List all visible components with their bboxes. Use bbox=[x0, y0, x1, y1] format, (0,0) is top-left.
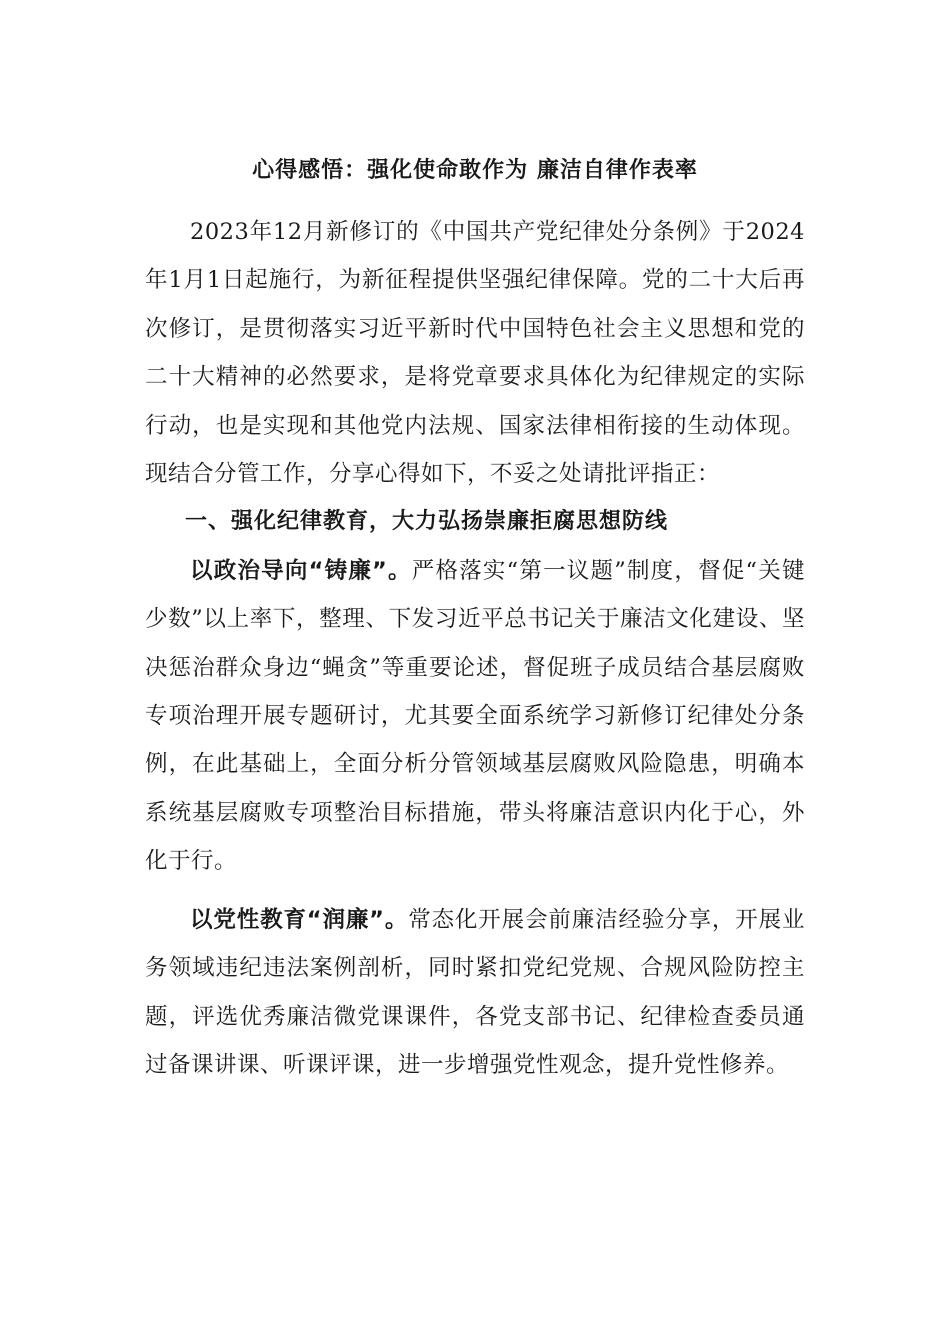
intro-paragraph: 2023年12月新修订的《中国共产党纪律处分条例》于2024年1月1日起施行，为新征程提供坚强纪律保障。党的二十大后再次修订，是贯彻落实习近平新时代中国特色社会主义思想和党的二十大精神的必然要求，是将党章要求具体化为纪律规定的实际行动，也是实现和其他党内法规、国家法律相衔接的生动体现。现结合分管工作，分享心得如下，不妥之处请批评指正： bbox=[145, 219, 805, 488]
paragraph-lead: 以党性教育“润廉”。 bbox=[190, 906, 409, 933]
section-heading-1: 一、强化纪律教育，大力弘扬崇廉拒腐思想防线 bbox=[185, 509, 669, 535]
paragraph-political-guidance bbox=[145, 547, 805, 886]
paragraph-party-education bbox=[145, 896, 805, 1090]
paragraph-lead: 以政治导向“铸廉”。 bbox=[190, 557, 412, 584]
paragraph-body: 严格落实“第一议题”制度，督促“关键少数”以上率下，整理、下发习近平总书记关于廉洁文化建设、坚决惩治群众身边“蝇贪”等重要论述，督促班子成员结合基层腐败专项治理开展专题研讨，尤其要全面系统学习新修订纪律处分条例，在此基础上，全面分析分管领域基层腐败风险隐患，明确本系统基层腐败专项整治目标措施，带头将廉洁意识内化于心，外化于行。 bbox=[145, 557, 805, 875]
paragraph-body: 常态化开展会前廉洁经验分享，开展业务领域违纪违法案例剖析，同时紧扣党纪党规、合规风险防控主题，评选优秀廉洁微党课课件，各党支部书记、纪律检查委员通过备课讲课、听课评课，进一步增强党性观念，提升党性修养。 bbox=[145, 906, 805, 1078]
document-title: 心得感悟：强化使命敢作为 廉洁自律作表率 bbox=[252, 158, 698, 183]
document-body bbox=[145, 150, 805, 1089]
paragraph-spacer bbox=[145, 886, 805, 896]
